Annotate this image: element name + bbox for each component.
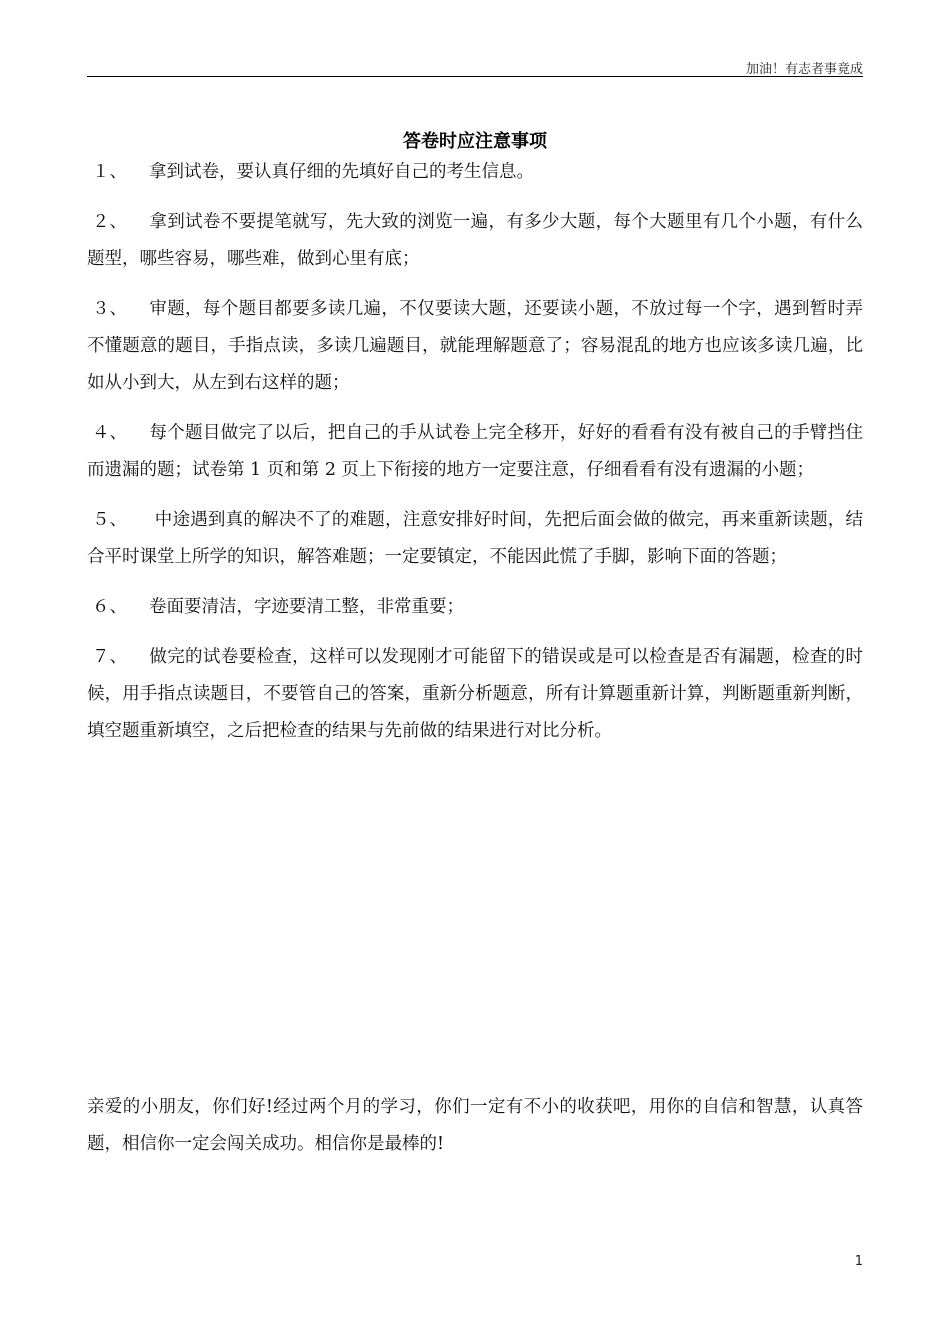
item-number: ７、 bbox=[92, 647, 127, 667]
header-divider bbox=[87, 76, 863, 77]
instruction-item-5 bbox=[87, 502, 863, 576]
instructions-list bbox=[87, 154, 863, 763]
item-text: 审题，每个题目都要多读几遍，不仅要读大题，还要读小题，不放过每一个字，遇到暂时弄不懂题意的题目，手指点读，多读几遍题目，就能理解题意了；容易混乱的地方也应该多读几遍，比如从小到大，从左到右这样的题； bbox=[87, 299, 863, 393]
item-number: ４、 bbox=[92, 423, 127, 443]
header-slogan: 加油！有志者事竟成 bbox=[745, 62, 863, 77]
instruction-item-4 bbox=[87, 415, 863, 489]
item-number: １、 bbox=[92, 162, 127, 182]
item-text: 拿到试卷不要提笔就写，先大致的浏览一遍，有多少大题，每个大题里有几个小题，有什么题型，哪些容易，哪些难，做到心里有底； bbox=[87, 212, 863, 269]
item-text: 每个题目做完了以后，把自己的手从试卷上完全移开，好好的看看有没有被自己的手臂挡住而遗漏的题；试卷第 1 页和第 2 页上下衔接的地方一定要注意，仔细看看有没有遗漏的小题； bbox=[87, 423, 863, 480]
item-number: ３、 bbox=[92, 299, 127, 319]
item-number: ６、 bbox=[92, 597, 127, 617]
instruction-item-7 bbox=[87, 639, 863, 750]
instruction-item-3 bbox=[87, 291, 863, 402]
item-number: ２、 bbox=[92, 212, 127, 232]
item-text: 中途遇到真的解决不了的难题，注意安排好时间，先把后面会做的做完，再来重新读题，结合平时课堂上所学的知识，解答难题；一定要镇定，不能因此慌了手脚，影响下面的答题； bbox=[87, 510, 863, 567]
item-number: ５、 bbox=[92, 510, 127, 530]
item-text: 做完的试卷要检查，这样可以发现刚才可能留下的错误或是可以检查是否有漏题，检查的时候，用手指点读题目，不要管自己的答案，重新分析题意，所有计算题重新计算，判断题重新判断，填空题重新填空，之后把检查的结果与先前做的结果进行对比分析。 bbox=[87, 647, 863, 741]
page-number: 1 bbox=[854, 1254, 863, 1269]
item-text: 卷面要清洁，字迹要清工整，非常重要； bbox=[149, 597, 464, 617]
instruction-item-2 bbox=[87, 204, 863, 278]
closing-message: 亲爱的小朋友，你们好!经过两个月的学习，你们一定有不小的收获吧，用你的自信和智慧，认真答题，相信你一定会闯关成功。相信你是最棒的! bbox=[87, 1096, 863, 1154]
instruction-item-1 bbox=[87, 154, 863, 191]
page-title: 答卷时应注意事项 bbox=[403, 131, 547, 152]
instruction-item-6 bbox=[87, 589, 863, 626]
item-text: 拿到试卷，要认真仔细的先填好自己的考生信息。 bbox=[149, 162, 534, 182]
